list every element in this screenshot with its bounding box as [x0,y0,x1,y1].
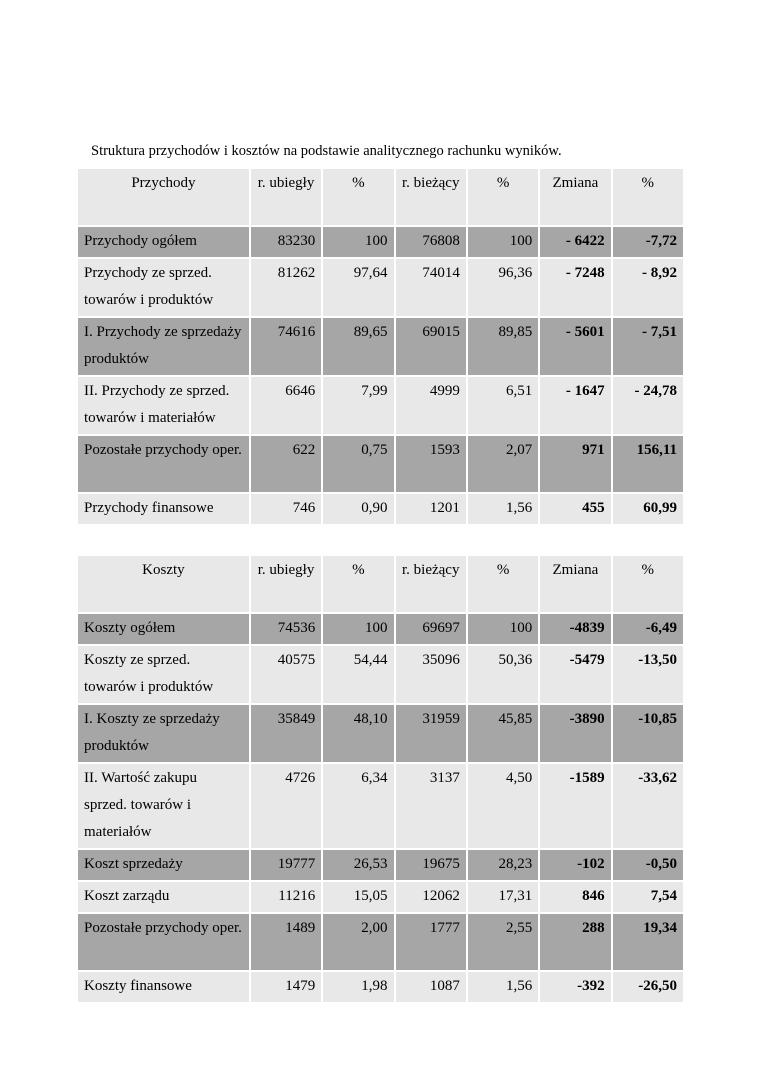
revenue-header-row [78,169,683,225]
prev-year-pct: 7,99 [323,377,393,434]
change-value: -1589 [540,764,610,848]
cost-header-row [78,556,683,612]
row-label: II. Przychody ze sprzed. towarów i materiałów [78,377,249,434]
change-pct: -6,49 [613,614,683,644]
row-label: Koszt sprzedaży [78,850,249,880]
change-pct: 60,99 [613,494,683,524]
header-curr-year: r. bieżący [396,556,466,612]
curr-year-value: 4999 [396,377,466,434]
prev-year-pct: 97,64 [323,259,393,316]
prev-year-value: 74536 [251,614,321,644]
change-value: 455 [540,494,610,524]
curr-year-pct: 89,85 [468,318,538,375]
change-pct: - 7,51 [613,318,683,375]
curr-year-pct: 2,07 [468,436,538,492]
header-curr-pct: % [468,556,538,612]
prev-year-pct: 100 [323,227,393,257]
header-curr-pct: % [468,169,538,225]
table-caption: Struktura przychodów i kosztów na podstawie analitycznego rachunku wyników. [91,143,562,159]
prev-year-pct: 1,98 [323,972,393,1002]
prev-year-value: 622 [251,436,321,492]
curr-year-pct: 2,55 [468,914,538,970]
table-row [78,764,683,848]
prev-year-value: 11216 [251,882,321,912]
prev-year-value: 35849 [251,705,321,762]
curr-year-pct: 4,50 [468,764,538,848]
prev-year-pct: 6,34 [323,764,393,848]
change-value: - 7248 [540,259,610,316]
curr-year-value: 35096 [396,646,466,703]
header-curr-year: r. bieżący [396,169,466,225]
change-pct: 156,11 [613,436,683,492]
prev-year-pct: 15,05 [323,882,393,912]
row-label: I. Koszty ze sprzedaży produktów [78,705,249,762]
prev-year-value: 19777 [251,850,321,880]
table-row [78,850,683,880]
table-row [78,646,683,703]
curr-year-value: 19675 [396,850,466,880]
change-value: 971 [540,436,610,492]
change-value: 288 [540,914,610,970]
header-change-pct: % [613,169,683,225]
header-change: Zmiana [540,556,610,612]
row-label: Pozostałe przychody oper. [78,914,249,970]
header-prev-pct: % [323,556,393,612]
curr-year-value: 76808 [396,227,466,257]
prev-year-pct: 26,53 [323,850,393,880]
curr-year-pct: 17,31 [468,882,538,912]
change-value: -4839 [540,614,610,644]
header-prev-year: r. ubiegły [251,169,321,225]
change-value: - 5601 [540,318,610,375]
prev-year-value: 40575 [251,646,321,703]
prev-year-value: 1479 [251,972,321,1002]
header-change: Zmiana [540,169,610,225]
change-value: -3890 [540,705,610,762]
table-row [78,705,683,762]
row-label: I. Przychody ze sprzedaży produktów [78,318,249,375]
prev-year-pct: 100 [323,614,393,644]
prev-year-value: 81262 [251,259,321,316]
header-revenue: Przychody [78,169,249,225]
change-pct: -13,50 [613,646,683,703]
curr-year-value: 69697 [396,614,466,644]
row-label: Przychody ze sprzed. towarów i produktów [78,259,249,316]
curr-year-value: 1201 [396,494,466,524]
curr-year-value: 74014 [396,259,466,316]
curr-year-pct: 28,23 [468,850,538,880]
row-label: Przychody finansowe [78,494,249,524]
row-label: Koszty ze sprzed. towarów i produktów [78,646,249,703]
change-value: -5479 [540,646,610,703]
curr-year-value: 12062 [396,882,466,912]
table-row [78,227,683,257]
curr-year-value: 3137 [396,764,466,848]
row-label: Koszty finansowe [78,972,249,1002]
prev-year-value: 746 [251,494,321,524]
change-value: - 1647 [540,377,610,434]
table-row [78,377,683,434]
curr-year-pct: 6,51 [468,377,538,434]
change-value: -102 [540,850,610,880]
table-row [78,436,683,492]
change-value: 846 [540,882,610,912]
header-change-pct: % [613,556,683,612]
prev-year-pct: 89,65 [323,318,393,375]
curr-year-value: 1777 [396,914,466,970]
change-pct: 19,34 [613,914,683,970]
prev-year-value: 4726 [251,764,321,848]
curr-year-pct: 96,36 [468,259,538,316]
row-label: Koszty ogółem [78,614,249,644]
curr-year-pct: 50,36 [468,646,538,703]
curr-year-value: 31959 [396,705,466,762]
curr-year-value: 1593 [396,436,466,492]
table-row [78,614,683,644]
curr-year-value: 1087 [396,972,466,1002]
prev-year-value: 1489 [251,914,321,970]
header-prev-pct: % [323,169,393,225]
row-label: Przychody ogółem [78,227,249,257]
change-pct: -26,50 [613,972,683,1002]
curr-year-pct: 100 [468,614,538,644]
change-pct: - 24,78 [613,377,683,434]
curr-year-pct: 100 [468,227,538,257]
prev-year-pct: 0,90 [323,494,393,524]
header-costs: Koszty [78,556,249,612]
prev-year-value: 83230 [251,227,321,257]
change-pct: -7,72 [613,227,683,257]
curr-year-pct: 1,56 [468,494,538,524]
curr-year-pct: 45,85 [468,705,538,762]
prev-year-value: 74616 [251,318,321,375]
prev-year-pct: 2,00 [323,914,393,970]
curr-year-value: 69015 [396,318,466,375]
change-pct: - 8,92 [613,259,683,316]
revenue-table [76,167,685,526]
table-row [78,318,683,375]
change-pct: -0,50 [613,850,683,880]
prev-year-pct: 48,10 [323,705,393,762]
change-pct: -33,62 [613,764,683,848]
prev-year-pct: 0,75 [323,436,393,492]
curr-year-pct: 1,56 [468,972,538,1002]
cost-table [76,554,685,1004]
prev-year-value: 6646 [251,377,321,434]
change-pct: -10,85 [613,705,683,762]
row-label: Koszt zarządu [78,882,249,912]
change-pct: 7,54 [613,882,683,912]
change-value: -392 [540,972,610,1002]
header-prev-year: r. ubiegły [251,556,321,612]
table-row [78,494,683,524]
table-row [78,972,683,1002]
table-row [78,259,683,316]
table-row [78,882,683,912]
row-label: II. Wartość zakupu sprzed. towarów i materiałów [78,764,249,848]
change-value: - 6422 [540,227,610,257]
row-label: Pozostałe przychody oper. [78,436,249,492]
prev-year-pct: 54,44 [323,646,393,703]
table-row [78,914,683,970]
